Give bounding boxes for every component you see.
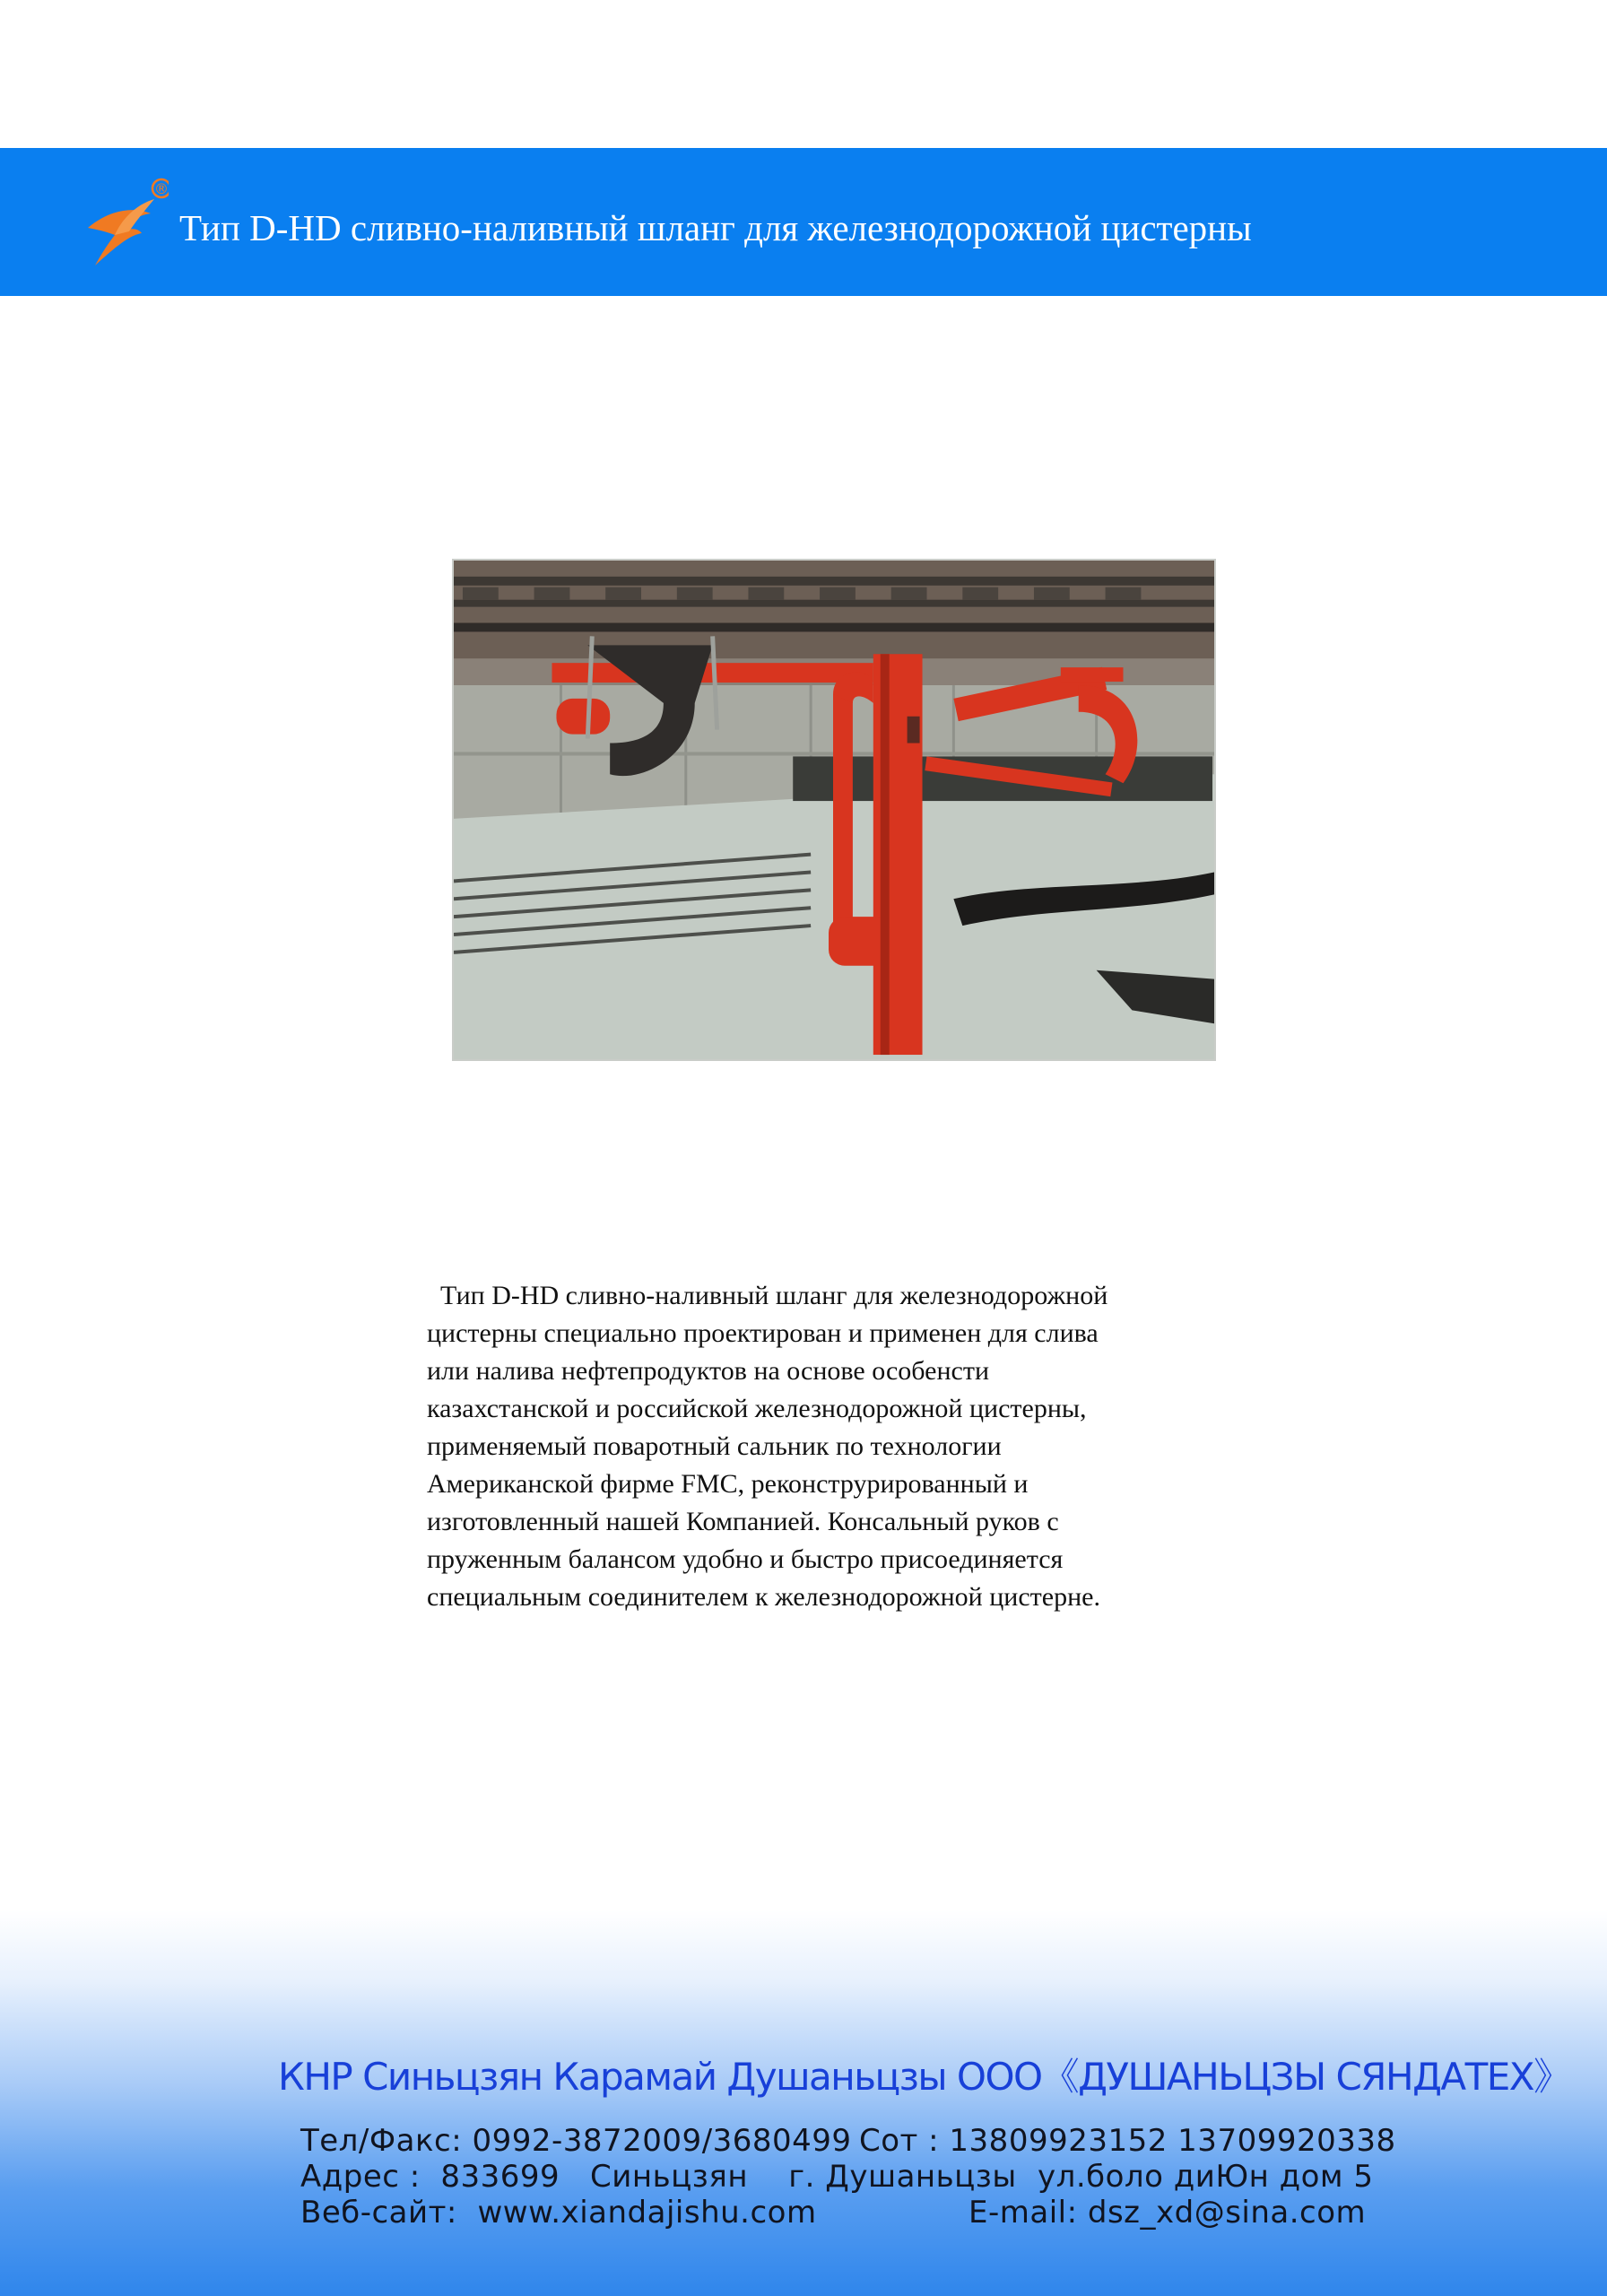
company-name: КНР Синьцзян Карамай Душаньцзы ООО《ДУШАНЬЦЗЫ СЯНДАТЕХ》: [278, 2055, 1570, 2099]
footer-band: [0, 1910, 1607, 2296]
tel-fax: Тел/Факс: 0992-3872009/3680499: [300, 2123, 852, 2159]
address: Адрес : 833699 Синьцзян г. Душаньцзы: [300, 2159, 1017, 2195]
contact-line-phone: [300, 2122, 1466, 2160]
description-line: пруженным балансом удобно и быстро присоединяется: [427, 1544, 1064, 1574]
contact-line-web: [300, 2194, 1466, 2231]
mobile-phone: Сот : 13809923152 13709920338: [859, 2123, 1396, 2159]
company-logo-icon: [83, 172, 169, 271]
email: E-mail: dsz_xd@sina.com: [969, 2195, 1367, 2231]
description-line: применяемый поваротный сальник по технологии: [427, 1431, 1002, 1461]
description-line: или налива нефтепродуктов на основе особенсти: [427, 1356, 990, 1386]
description-line: Американской фирме FMC, реконструрированный и: [427, 1469, 1029, 1499]
description-line: изготовленный нашей Компанией. Консальный руков с: [427, 1507, 1059, 1536]
red-loading-arm-photo: [452, 559, 1216, 1061]
description-line: цистерны специально проектирован и применен для слива: [427, 1318, 1099, 1348]
registered-mark: ®: [154, 180, 169, 197]
contact-line-address: [300, 2158, 1466, 2196]
page-title: Тип D-HD сливно-наливный шланг для железнодорожной цистерны: [179, 207, 1252, 248]
address-street: ул.боло диЮн дом 5: [1038, 2159, 1374, 2195]
product-description: [427, 1277, 1270, 1616]
description-line: казахстанской и российской железнодорожной цистерны,: [427, 1394, 1087, 1423]
website: Веб-сайт: www.xiandajishu.com: [300, 2195, 817, 2231]
description-line: специальным соединителем к железнодорожной цистерне.: [427, 1582, 1100, 1612]
description-line: Тип D-HD сливно-наливный шланг для железнодорожной: [427, 1281, 1108, 1310]
